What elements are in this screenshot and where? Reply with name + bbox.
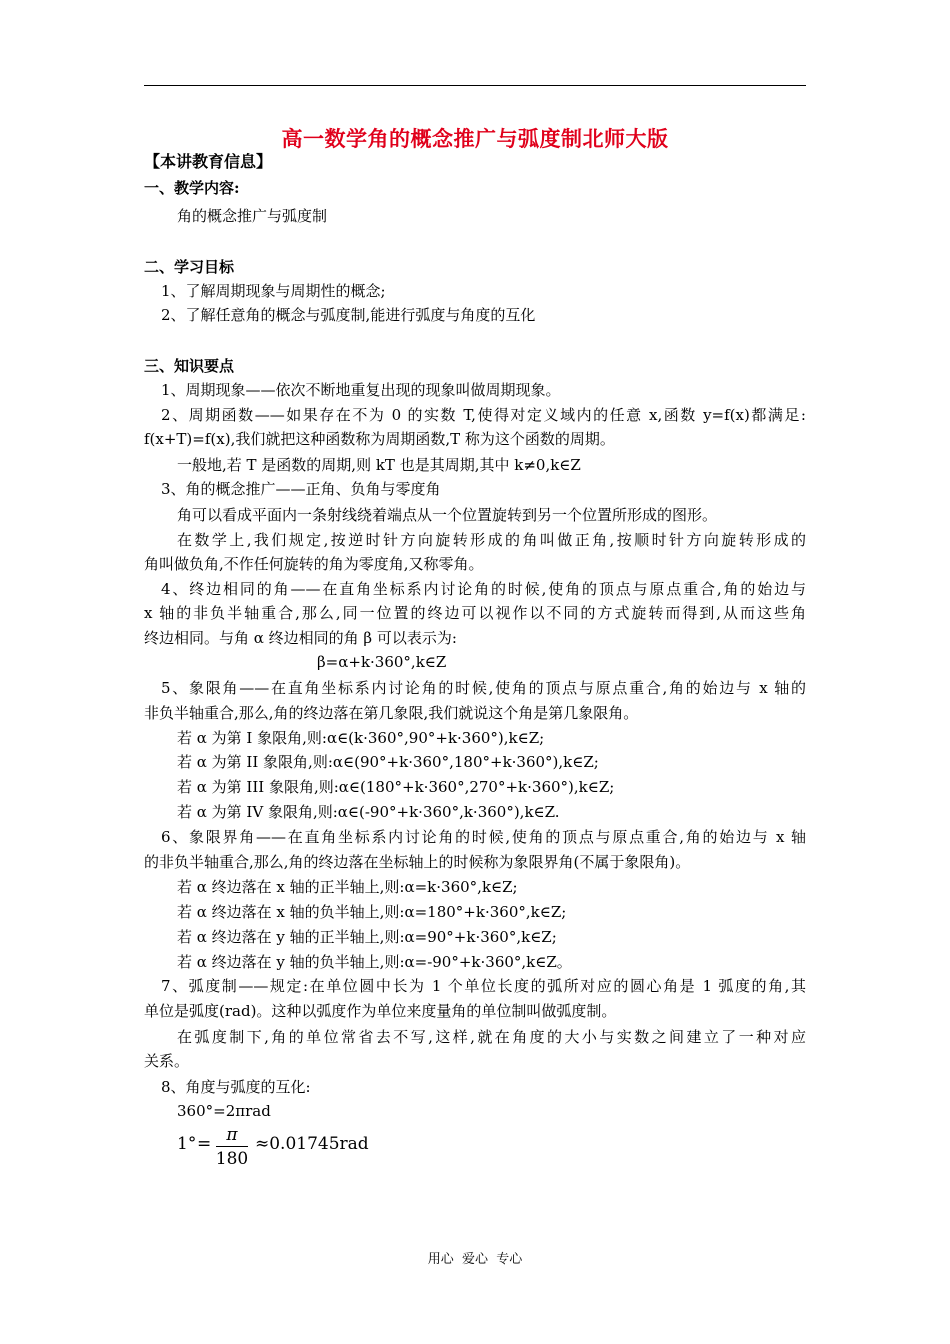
point-line: 6、象限界角——在直角坐标系内讨论角的时候,使角的顶点与原点重合,角的始边与 x 轴 — [161, 828, 806, 846]
coterminal-formula: β=α+k·360°,k∈Z — [317, 653, 447, 671]
point-line: 3、角的概念推广——正角、负角与零度角 — [161, 480, 441, 498]
section-1-heading: 一、教学内容: — [144, 179, 240, 197]
point-line: 终边相同。与角 α 终边相同的角 β 可以表示为: — [144, 629, 457, 647]
quadrant-rule: 若 α 为第 II 象限角,则:α∈(90°+k·360°,180°+k·360°),k∈Z; — [177, 753, 599, 771]
formula-fraction — [215, 1124, 249, 1171]
section-1-content: 角的概念推广与弧度制 — [177, 207, 328, 225]
formula-equals: = — [197, 1134, 212, 1154]
axis-rule: 若 α 终边落在 y 轴的负半轴上,则:α=-90°+k·360°,k∈Z。 — [177, 953, 572, 971]
point-line: x 轴的非负半轴重合,那么,同一位置的终边可以视作以不同的方式旋转而得到,从而这些角 — [144, 604, 806, 622]
section-3-heading: 三、知识要点 — [144, 357, 235, 375]
axis-rule: 若 α 终边落在 x 轴的负半轴上,则:α=180°+k·360°,k∈Z; — [177, 903, 567, 921]
formula-numerator: π — [226, 1125, 238, 1145]
point-line: 非负半轴重合,那么,角的终边落在第几象限,我们就说这个角是第几象限角。 — [144, 704, 639, 722]
axis-rule: 若 α 终边落在 y 轴的正半轴上,则:α=90°+k·360°,k∈Z; — [177, 928, 557, 946]
point-line: f(x+T)=f(x),我们就把这种函数称为周期函数,T 称为这个函数的周期。 — [144, 430, 615, 448]
point-line: 4、终边相同的角——在直角坐标系内讨论角的时候,使角的顶点与原点重合,角的始边与 — [161, 580, 806, 598]
point-line: 角叫做负角,不作任何旋转的角为零度角,又称零角。 — [144, 555, 484, 573]
point-line: 关系。 — [144, 1052, 190, 1070]
point-line: 5、象限角——在直角坐标系内讨论角的时候,使角的顶点与原点重合,角的始边与 x 轴的 — [161, 679, 806, 697]
point-line: 一般地,若 T 是函数的周期,则 kT 也是其周期,其中 k≠0,k∈Z — [177, 456, 581, 474]
point-line: 在弧度制下,角的单位常省去不写,这样,就在角度的大小与实数之间建立了一种对应 — [177, 1028, 806, 1046]
point-line: 1、周期现象——依次不断地重复出现的现象叫做周期现象。 — [161, 381, 561, 399]
point-line: 2、周期函数——如果存在不为 0 的实数 T,使得对定义域内的任意 x,函数 y=f(x)都满足: — [161, 406, 806, 424]
point-line: 在数学上,我们规定,按逆时针方向旋转形成的角叫做正角,按顺时针方向旋转形成的 — [177, 531, 806, 549]
header-rule — [144, 85, 806, 86]
section-2-heading: 二、学习目标 — [144, 258, 235, 276]
objective-1: 1、了解周期现象与周期性的概念; — [161, 282, 386, 300]
point-line: 的非负半轴重合,那么,角的终边落在坐标轴上的时候称为象限界角(不属于象限角)。 — [144, 853, 691, 871]
formula-lhs: 1° — [177, 1134, 197, 1154]
point-line: 8、角度与弧度的互化: — [161, 1078, 311, 1096]
point-line: 7、弧度制——规定:在单位圆中长为 1 个单位长度的弧所对应的圆心角是 1 弧度的角,其 — [161, 977, 806, 995]
page-title: 高一数学角的概念推广与弧度制北师大版 — [281, 126, 669, 151]
formula-rhs: ≈0.01745rad — [255, 1134, 369, 1154]
objective-2: 2、了解任意角的概念与弧度制,能进行弧度与角度的互化 — [161, 306, 536, 324]
point-line: 角可以看成平面内一条射线绕着端点从一个位置旋转到另一个位置所形成的图形。 — [177, 506, 718, 524]
info-header: 【本讲教育信息】 — [144, 152, 273, 171]
conversion-formula: 360°=2πrad — [177, 1102, 271, 1120]
quadrant-rule: 若 α 为第 III 象限角,则:α∈(180°+k·360°,270°+k·360°),k∈Z; — [177, 778, 615, 796]
quadrant-rule: 若 α 为第 I 象限角,则:α∈(k·360°,90°+k·360°),k∈Z; — [177, 729, 545, 747]
page-footer: 用心 爱心 专心 — [427, 1252, 523, 1267]
point-line: 单位是弧度(rad)。这种以弧度作为单位来度量角的单位制叫做弧度制。 — [144, 1002, 617, 1020]
axis-rule: 若 α 终边落在 x 轴的正半轴上,则:α=k·360°,k∈Z; — [177, 878, 518, 896]
quadrant-rule: 若 α 为第 IV 象限角,则:α∈(-90°+k·360°,k·360°),k∈Z. — [177, 803, 560, 821]
formula-denominator: 180 — [215, 1149, 249, 1169]
